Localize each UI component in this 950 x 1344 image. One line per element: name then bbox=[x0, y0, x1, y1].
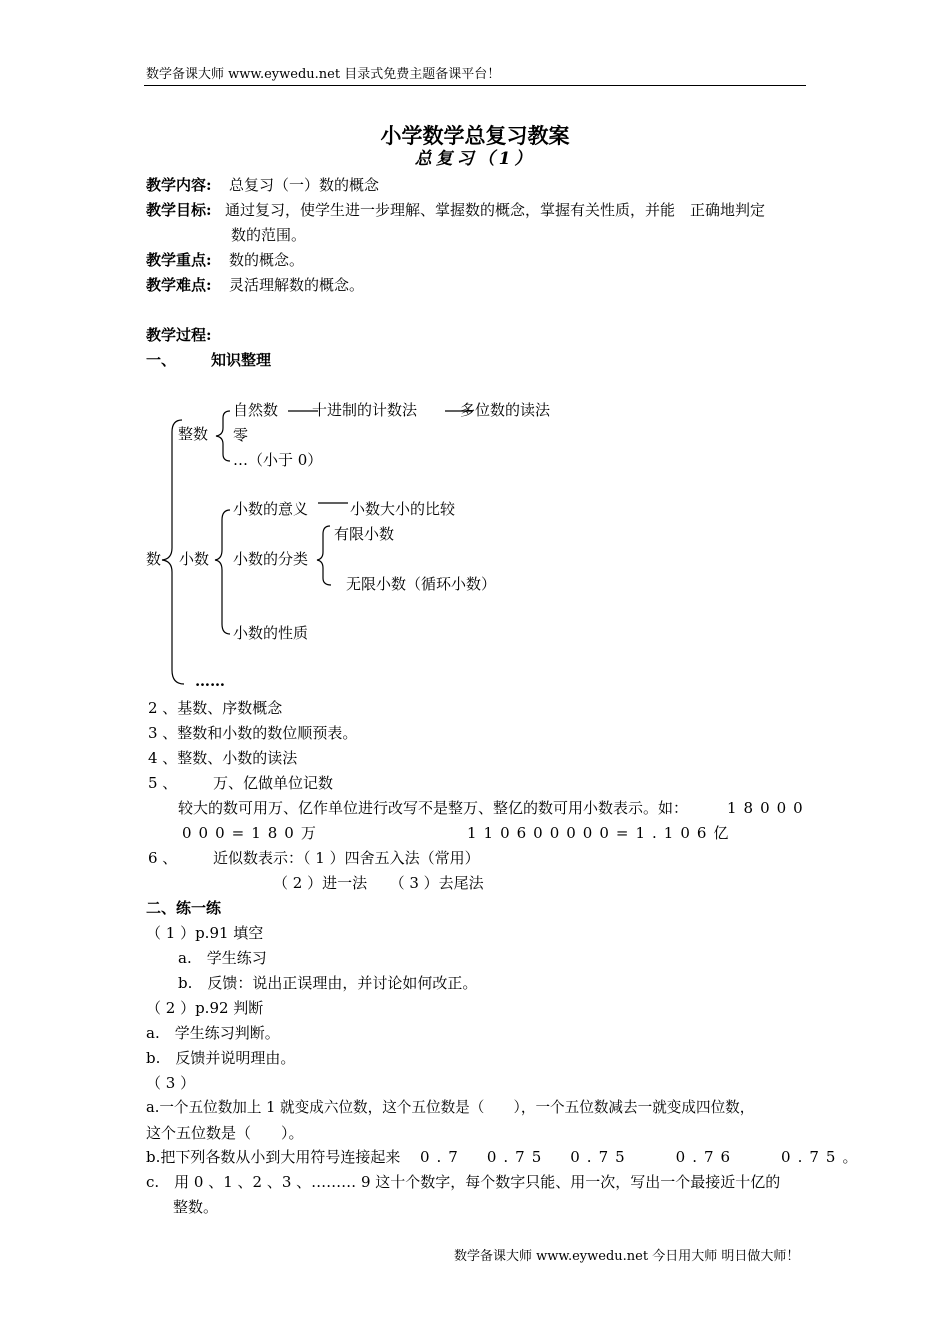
question-a-line-1: a.一个五位数加上 1 就变成六位数，这个五位数是（ ），一个五位数减去一就变成四位数， bbox=[146, 1099, 755, 1116]
integer-brace bbox=[216, 411, 230, 461]
list-item-5-desc: 较大的数可用万、亿作单位进行改写不是整万、整亿的数可用小数表示。如： bbox=[178, 799, 689, 817]
page-title: 小学数学总复习教案 bbox=[380, 124, 570, 148]
section2-heading: 二、练一练 bbox=[146, 899, 222, 917]
page-subtitle: 总复习（1） bbox=[414, 149, 536, 169]
practice-1: （ 1 ）p.91 填空 bbox=[146, 924, 264, 942]
difficulty-value: 灵活理解数的概念。 bbox=[229, 276, 365, 294]
tree-decimal-compare: 小数大小的比较 bbox=[350, 500, 456, 518]
tree-integer: 整数 bbox=[178, 425, 209, 443]
page-footer: 数学备课大师 www.eywedu.net 今日用大师 明日做大师！ bbox=[454, 1249, 800, 1264]
list-item-2: 2 、基数、序数概念 bbox=[148, 699, 283, 717]
decimal-brace bbox=[215, 510, 230, 634]
list-item-5-text: 万、亿做单位记数 bbox=[213, 774, 334, 792]
section1-number: 一、 bbox=[146, 351, 177, 369]
key-label: 教学重点: bbox=[146, 251, 212, 269]
list-item-6-text: 近似数表示：（ 1 ）四舍五入法（常用） bbox=[213, 849, 480, 867]
tree-decimal-class: 小数的分类 bbox=[233, 550, 309, 568]
tree-multi-digit-reading: 多位数的读法 bbox=[460, 401, 551, 419]
tree-decimal: 小数 bbox=[179, 550, 210, 568]
difficulty-label: 教学难点: bbox=[146, 276, 212, 294]
practice-2: （ 2 ）p.92 判断 bbox=[146, 999, 264, 1017]
example-1-part-b: 000=180万 bbox=[182, 824, 323, 842]
tree-decimal-property: 小数的性质 bbox=[233, 624, 309, 642]
tree-more: …… bbox=[195, 672, 225, 690]
practice-1b: b. 反馈：说出正误理由，并讨论如何改正。 bbox=[178, 974, 478, 992]
list-item-5-number: 5 、 bbox=[148, 774, 178, 792]
section1-title: 知识整理 bbox=[211, 351, 272, 369]
page-header: 数学备课大师 www.eywedu.net 目录式免费主题备课平台！ bbox=[146, 67, 501, 82]
goal-label: 教学目标: bbox=[146, 201, 212, 219]
list-item-4: 4 、整数、小数的读法 bbox=[148, 749, 298, 767]
practice-3: （ 3 ） bbox=[146, 1074, 196, 1092]
question-b-label: b.把下列各数从小到大用符号连接起来 bbox=[146, 1148, 401, 1166]
tree-negative: …（小于 0） bbox=[233, 451, 323, 469]
list-item-6-more: （ 2 ）进一法 （ 3 ）去尾法 bbox=[273, 874, 484, 892]
practice-1a: a. 学生练习 bbox=[178, 949, 267, 967]
example-1-part-a: 18000 bbox=[727, 799, 810, 817]
content-label: 教学内容: bbox=[146, 176, 212, 194]
practice-2a: a. 学生练习判断。 bbox=[146, 1024, 280, 1042]
tree-decimal-meaning: 小数的意义 bbox=[233, 500, 309, 518]
question-c-line-1: c. 用 0 、1 、2 、3 、……… 9 这十个数字，每个数字只能、用一次，写出一个最接近十亿的 bbox=[146, 1173, 781, 1191]
question-c-line-2: 整数。 bbox=[173, 1198, 219, 1216]
question-b-numbers: 0.7 0.75 0.75 0.76 0.75。 bbox=[420, 1148, 865, 1166]
goal-line-2: 数的范围。 bbox=[231, 226, 307, 244]
tree-finite: 有限小数 bbox=[334, 525, 395, 543]
list-item-6-number: 6 、 bbox=[148, 849, 178, 867]
process-heading: 教学过程: bbox=[146, 326, 212, 344]
practice-2b: b. 反馈并说明理由。 bbox=[146, 1049, 296, 1067]
class-brace bbox=[317, 526, 331, 585]
list-item-3: 3 、整数和小数的数位顺预表。 bbox=[148, 724, 358, 742]
example-2: 110600000=1.106亿 bbox=[467, 824, 736, 842]
content-value: 总复习（一）数的概念 bbox=[229, 176, 380, 194]
tree-root: 数 bbox=[146, 550, 162, 568]
header-rule bbox=[144, 85, 806, 86]
tree-infinite: 无限小数（循环小数） bbox=[346, 575, 497, 593]
key-value: 数的概念。 bbox=[229, 251, 305, 269]
goal-line-1: 通过复习，使学生进一步理解、掌握数的概念，掌握有关性质，并能 正确地判定 bbox=[225, 201, 766, 219]
tree-zero: 零 bbox=[233, 426, 249, 444]
tree-decimal-system: 十进制的计数法 bbox=[312, 401, 418, 419]
question-a-line-2: 这个五位数是（ ）。 bbox=[146, 1124, 304, 1142]
tree-natural: 自然数 bbox=[233, 401, 279, 419]
